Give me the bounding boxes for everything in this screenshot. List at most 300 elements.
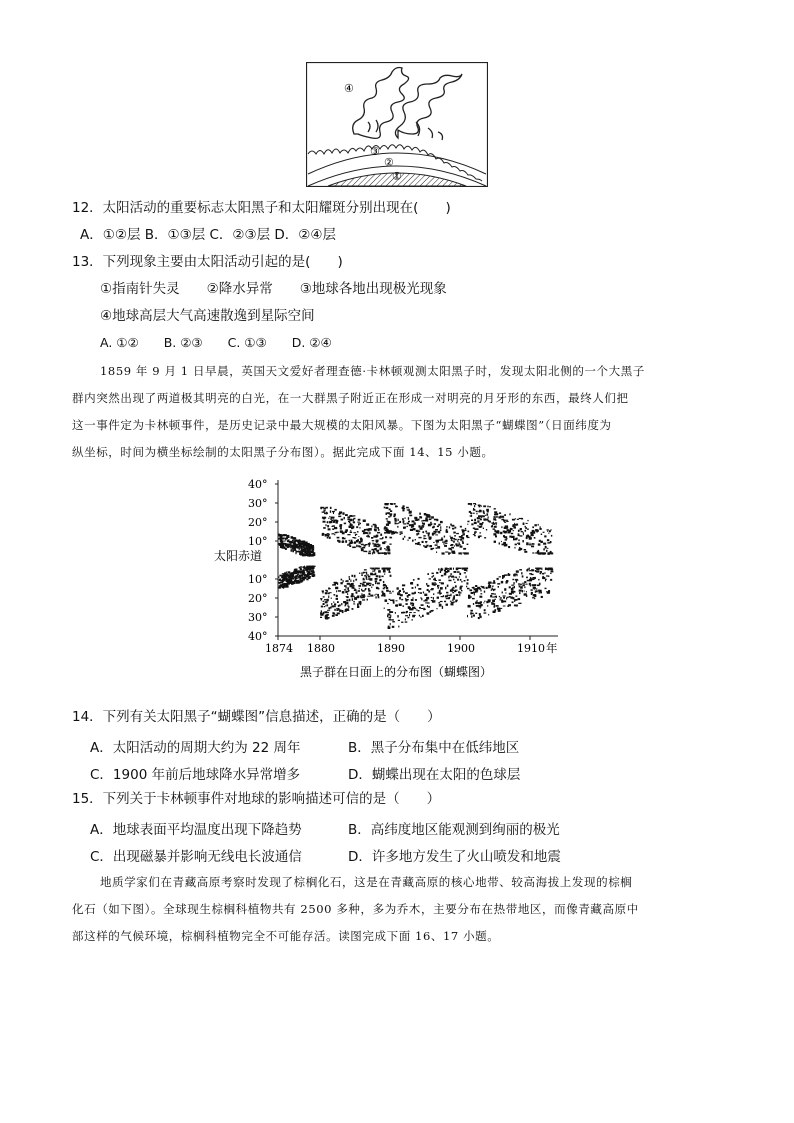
sunspot-mark <box>498 516 501 518</box>
sunspot-mark <box>480 601 482 603</box>
sunspot-mark <box>483 587 484 588</box>
sunspot-mark <box>330 507 332 509</box>
sunspot-mark <box>540 526 541 528</box>
sunspot-mark <box>337 582 338 585</box>
sunspot-mark <box>307 567 308 569</box>
sunspot-mark <box>487 519 488 520</box>
sunspot-mark <box>531 534 534 536</box>
sunspot-mark <box>484 609 486 611</box>
sunspot-mark <box>328 536 329 538</box>
sunspot-mark <box>487 506 488 508</box>
sunspot-mark <box>545 568 546 571</box>
sunspot-mark <box>363 579 365 581</box>
sunspot-mark <box>346 580 349 582</box>
sunspot-mark <box>518 535 520 536</box>
sunspot-mark <box>412 619 413 621</box>
sunspot-mark <box>491 603 494 605</box>
sunspot-mark <box>405 621 408 622</box>
sunspot-mark <box>357 603 359 606</box>
sunspot-mark <box>378 551 379 553</box>
sunspot-mark <box>279 543 281 546</box>
sunspot-mark <box>504 574 507 575</box>
sunspot-mark <box>524 586 525 588</box>
sunspot-mark <box>437 597 439 599</box>
sunspot-mark <box>366 532 368 534</box>
sunspot-mark <box>292 542 295 544</box>
sunspot-mark <box>323 527 326 529</box>
sunspot-mark <box>431 516 434 518</box>
sunspot-mark <box>334 613 336 615</box>
sunspot-mark <box>513 582 514 585</box>
sunspot-mark <box>351 542 353 544</box>
sunspot-mark <box>390 623 391 625</box>
sunspot-mark <box>325 601 328 603</box>
sunspot-mark <box>408 606 410 609</box>
sunspot-mark <box>488 599 491 601</box>
sunspot-mark <box>349 521 350 524</box>
sunspot-mark <box>475 531 477 533</box>
y-tick-label-north: 40° <box>248 478 268 491</box>
sunspot-mark <box>460 546 463 548</box>
sunspot-mark <box>453 541 455 543</box>
sunspot-mark <box>409 515 412 517</box>
sunspot-mark <box>354 547 356 548</box>
sunspot-mark <box>373 551 375 553</box>
sunspot-mark <box>516 605 518 607</box>
sunspot-mark <box>450 573 452 575</box>
sunspot-mark <box>443 595 444 597</box>
sunspot-mark <box>474 522 477 524</box>
sunspot-mark <box>363 582 364 583</box>
sunspot-mark <box>369 593 371 595</box>
sunspot-mark <box>371 526 372 528</box>
sunspot-mark <box>449 568 452 570</box>
sunspot-mark <box>447 585 449 587</box>
sunspot-mark <box>313 571 315 573</box>
sunspot-mark <box>551 571 554 572</box>
sunspot-mark <box>480 607 481 608</box>
question-13-items-1: ①指南针失灵 ②降水异常 ③地球各地出现极光现象 <box>100 281 447 297</box>
sunspot-mark <box>364 569 367 570</box>
sunspot-mark <box>418 578 420 580</box>
sunspot-mark <box>434 523 436 525</box>
sunspot-mark <box>407 617 409 619</box>
sunspot-mark <box>492 588 493 590</box>
sunspot-mark <box>376 594 377 595</box>
sunspot-mark <box>323 603 325 605</box>
sunspot-mark <box>328 528 331 530</box>
sunspot-mark <box>472 613 474 614</box>
sunspot-mark <box>387 533 390 534</box>
y-tick-label-south: 40° <box>248 630 268 643</box>
sunspot-mark <box>532 569 534 571</box>
sunspot-mark <box>340 513 342 515</box>
sunspot-mark <box>374 545 376 546</box>
sunspot-mark <box>306 570 307 572</box>
sunspot-mark <box>531 592 533 594</box>
sunspot-mark <box>287 540 289 542</box>
sunspot-mark <box>540 541 543 543</box>
sunspot-mark <box>422 615 424 617</box>
sunspot-mark <box>383 585 386 587</box>
sunspot-mark <box>529 583 531 586</box>
sunspot-mark <box>340 582 342 584</box>
sunspot-mark <box>357 606 359 608</box>
sunspot-mark <box>406 526 408 527</box>
sunspot-mark <box>550 541 552 543</box>
sunspot-mark <box>435 583 437 585</box>
sunspot-mark <box>334 609 336 611</box>
sunspot-mark <box>497 532 499 534</box>
sunspot-mark <box>334 603 336 605</box>
sunspot-mark <box>341 519 344 521</box>
sunspot-mark <box>281 546 283 549</box>
sunspot-mark <box>328 587 330 589</box>
sunspot-mark <box>427 605 428 607</box>
sunspot-mark <box>354 597 357 600</box>
sunspot-mark <box>507 597 509 598</box>
sunspot-mark <box>354 541 356 543</box>
sunspot-mark <box>471 616 472 618</box>
sunspot-mark <box>529 568 530 569</box>
sunspot-mark <box>419 615 420 617</box>
sunspot-mark <box>418 592 419 593</box>
sunspot-mark <box>417 584 419 586</box>
sunspot-mark <box>344 589 346 590</box>
sunspot-mark <box>450 575 452 577</box>
sunspot-mark <box>336 532 339 533</box>
sunspot-mark <box>388 614 390 615</box>
sunspot-mark <box>471 515 472 517</box>
sunspot-mark <box>494 589 496 591</box>
sunspot-mark <box>386 590 389 592</box>
sunspot-mark <box>344 523 346 525</box>
sunspot-mark <box>508 604 511 606</box>
question-13-items-2: ④地球高层大气高速散逸到星际空间 <box>100 308 315 324</box>
sunspot-mark <box>442 606 443 609</box>
sunspot-mark <box>499 512 501 514</box>
sunspot-mark <box>516 570 519 572</box>
sunspot-mark <box>334 509 336 511</box>
question-14-option-c: C．1900 年前后地球降水异常增多 <box>90 767 301 783</box>
sunspot-mark <box>384 595 386 597</box>
sunspot-mark <box>514 586 515 589</box>
sunspot-mark <box>437 546 440 549</box>
sunspot-mark <box>480 532 481 534</box>
sunspot-mark <box>387 545 388 547</box>
sunspot-mark <box>474 535 476 536</box>
sunspot-mark <box>421 604 424 606</box>
sunspot-mark <box>322 591 323 593</box>
sunspot-mark <box>519 592 520 594</box>
sunspot-mark <box>353 580 354 582</box>
sunspot-mark <box>419 531 421 532</box>
sunspot-mark <box>527 528 529 530</box>
sunspot-mark <box>285 583 288 584</box>
sunspot-mark <box>535 590 536 592</box>
sunspot-mark <box>338 516 341 518</box>
layer-label-3: ③ <box>370 145 380 158</box>
sunspot-mark <box>362 599 365 600</box>
sunspot-mark <box>428 606 430 608</box>
sunspot-mark <box>540 568 541 570</box>
sunspot-mark <box>471 523 473 525</box>
sunspot-mark <box>399 590 401 592</box>
sunspot-mark <box>362 590 365 592</box>
sunspot-mark <box>503 595 506 596</box>
sunspot-mark <box>304 577 306 579</box>
sunspot-mark <box>302 545 304 547</box>
sunspot-mark <box>463 552 466 553</box>
sunspot-mark <box>328 596 329 599</box>
sunspot-mark <box>413 597 414 599</box>
sunspot-mark <box>389 593 392 594</box>
sunspot-mark <box>452 592 454 593</box>
sunspot-mark <box>356 526 358 528</box>
sunspot-mark <box>515 596 517 597</box>
sunspot-mark <box>322 517 324 519</box>
sunspot-mark <box>525 526 526 528</box>
sunspot-mark <box>512 587 514 589</box>
sunspot-mark <box>284 584 286 586</box>
sunspot-mark <box>456 568 459 571</box>
sunspot-mark <box>550 551 552 553</box>
sunspot-mark <box>545 552 546 554</box>
sunspot-mark <box>423 592 424 594</box>
sunspot-mark <box>511 585 514 586</box>
sunspot-mark <box>500 597 502 598</box>
sunspot-mark <box>481 505 482 506</box>
sunspot-mark <box>483 511 485 513</box>
sunspot-mark <box>478 617 480 619</box>
sunspot-mark <box>372 584 374 585</box>
sunspot-mark <box>332 584 334 585</box>
sunspot-mark <box>547 529 549 530</box>
sunspot-mark <box>484 537 486 538</box>
sunspot-mark <box>461 581 462 582</box>
sunspot-mark <box>494 594 496 595</box>
sunspot-mark <box>310 552 312 553</box>
sunspot-mark <box>498 610 500 612</box>
sunspot-mark <box>492 597 494 598</box>
sunspot-mark <box>408 540 409 541</box>
sunspot-mark <box>289 577 292 579</box>
sunspot-mark <box>370 583 372 584</box>
sunspot-mark <box>296 578 297 579</box>
sunspot-mark <box>380 548 382 551</box>
cycle-1878-north <box>278 533 315 556</box>
sunspot-mark <box>504 588 506 591</box>
sunspot-mark <box>508 574 510 576</box>
sunspot-mark <box>415 608 417 609</box>
sunspot-mark <box>492 525 493 527</box>
sunspot-mark <box>323 596 325 597</box>
sunspot-mark <box>285 541 286 542</box>
sunspot-mark <box>433 548 435 549</box>
cycle-1894-north <box>384 503 470 555</box>
sunspot-mark <box>406 599 409 600</box>
sunspot-mark <box>371 587 372 588</box>
sunspot-mark <box>445 587 446 590</box>
sunspot-mark <box>345 609 348 610</box>
sunspot-mark <box>351 540 353 542</box>
sunspot-mark <box>537 585 540 587</box>
sunspot-mark <box>405 517 406 519</box>
sunspot-mark <box>372 543 373 545</box>
sunspot-mark <box>519 569 522 570</box>
sunspot-mark <box>444 545 447 547</box>
sunspot-mark <box>527 580 530 582</box>
sunspot-mark <box>536 571 539 573</box>
sunspot-mark <box>427 514 430 516</box>
sunspot-mark <box>289 580 292 581</box>
sunspot-mark <box>467 579 469 581</box>
sunspot-mark <box>348 517 350 518</box>
sunspot-mark <box>538 543 541 545</box>
sunspot-mark <box>520 584 522 586</box>
sunspot-mark <box>387 568 390 570</box>
sunspot-mark <box>357 522 360 523</box>
sunspot-mark <box>386 527 388 528</box>
sunspot-mark <box>293 537 296 540</box>
sunspot-mark <box>378 570 381 573</box>
sunspot-mark <box>547 531 548 532</box>
sunspot-mark <box>538 550 539 552</box>
sunspot-mark <box>432 533 435 535</box>
sunspot-mark <box>287 547 289 549</box>
sunspot-mark <box>281 582 283 583</box>
sunspot-mark <box>358 523 360 525</box>
sunspot-mark <box>519 518 522 519</box>
sunspot-mark <box>509 596 511 598</box>
sunspot-mark <box>463 548 466 550</box>
sunspot-mark <box>471 520 473 522</box>
sunspot-mark <box>408 521 410 523</box>
sunspot-mark <box>531 537 532 539</box>
sunspot-mark <box>403 508 406 509</box>
sunspot-mark <box>425 538 427 539</box>
sunspot-mark <box>366 576 367 579</box>
sunspot-mark <box>324 513 326 514</box>
sunspot-mark <box>363 596 365 599</box>
sunspot-mark <box>540 552 542 554</box>
sunspot-mark <box>504 514 506 516</box>
sunspot-mark <box>293 578 294 580</box>
sunspot-mark <box>362 547 365 549</box>
sunspot-mark <box>539 592 540 594</box>
sunspot-mark <box>288 575 291 577</box>
sunspot-mark <box>279 537 282 538</box>
sunspot-mark <box>402 518 404 520</box>
sunspot-mark <box>543 548 545 550</box>
sunspot-mark <box>366 579 368 580</box>
sunspot-mark <box>545 546 546 547</box>
sunspot-mark <box>296 544 298 546</box>
sunspot-mark <box>534 588 536 590</box>
sunspot-mark <box>374 548 377 550</box>
sunspot-mark <box>504 544 506 546</box>
sunspot-mark <box>350 580 351 583</box>
sunspot-mark <box>367 535 369 536</box>
sunspot-mark <box>457 595 459 596</box>
sunspot-mark <box>483 518 486 519</box>
sunspot-mark <box>356 540 359 541</box>
sunspot-mark <box>532 597 534 598</box>
sunspot-mark <box>464 569 467 571</box>
sunspot-mark <box>394 531 397 533</box>
sunspot-clusters <box>278 503 553 629</box>
sunspot-mark <box>329 537 331 539</box>
sunspot-mark <box>349 543 351 545</box>
sunspot-mark <box>345 514 348 516</box>
chart-title: 黑子群在日面上的分布图（蝴蝶图） <box>300 665 493 679</box>
sunspot-mark <box>432 584 433 586</box>
sunspot-mark <box>452 589 455 591</box>
sunspot-mark <box>330 607 332 609</box>
sunspot-mark <box>466 586 467 588</box>
sunspot-mark <box>473 528 475 530</box>
sunspot-mark <box>446 598 449 599</box>
sunspot-mark <box>286 572 287 574</box>
sunspot-mark <box>293 550 295 553</box>
sunspot-mark <box>312 566 313 568</box>
sunspot-mark <box>498 608 501 611</box>
sunspot-mark <box>347 519 350 521</box>
question-13-options: A. ①② B. ②③ C. ①③ D. ②④ <box>100 335 332 350</box>
y-tick-label-south: 30° <box>248 611 268 624</box>
sunspot-mark <box>364 585 367 587</box>
sunspot-mark <box>484 601 485 603</box>
sunspot-mark <box>454 545 455 546</box>
sunspot-mark <box>495 519 496 521</box>
sunspot-mark <box>437 526 439 528</box>
sunspot-mark <box>358 590 360 592</box>
sunspot-mark <box>391 504 394 505</box>
sunspot-mark <box>374 569 376 571</box>
sunspot-mark <box>403 538 405 540</box>
sunspot-mark <box>474 519 476 521</box>
sunspot-mark <box>399 597 401 600</box>
sunspot-mark <box>374 529 376 531</box>
sunspot-mark <box>433 542 434 543</box>
sunspot-mark <box>384 573 385 574</box>
sunspot-mark <box>428 534 430 536</box>
sunspot-mark <box>371 537 373 539</box>
sunspot-mark <box>476 589 479 591</box>
sunspot-mark <box>442 542 445 543</box>
sunspot-mark <box>550 569 551 570</box>
y-tick-label-north: 10° <box>248 535 268 548</box>
sunspot-mark <box>459 576 460 577</box>
sunspot-mark <box>375 596 376 598</box>
sunspot-mark <box>475 585 477 587</box>
sunspot-mark <box>426 519 428 521</box>
sunspot-mark <box>484 591 485 593</box>
sunspot-mark <box>325 616 326 619</box>
sunspot-mark <box>322 533 324 535</box>
sunspot-mark <box>522 575 524 577</box>
sunspot-mark <box>357 595 359 598</box>
sunspot-mark <box>368 576 370 578</box>
sunspot-mark <box>527 520 528 521</box>
sunspot-mark <box>389 570 390 572</box>
sunspot-mark <box>479 517 480 518</box>
sunspot-mark <box>450 545 453 546</box>
sunspot-mark <box>525 584 527 585</box>
sunspot-mark <box>412 593 415 595</box>
sunspot-mark <box>445 552 448 553</box>
sunspot-mark <box>390 537 393 538</box>
